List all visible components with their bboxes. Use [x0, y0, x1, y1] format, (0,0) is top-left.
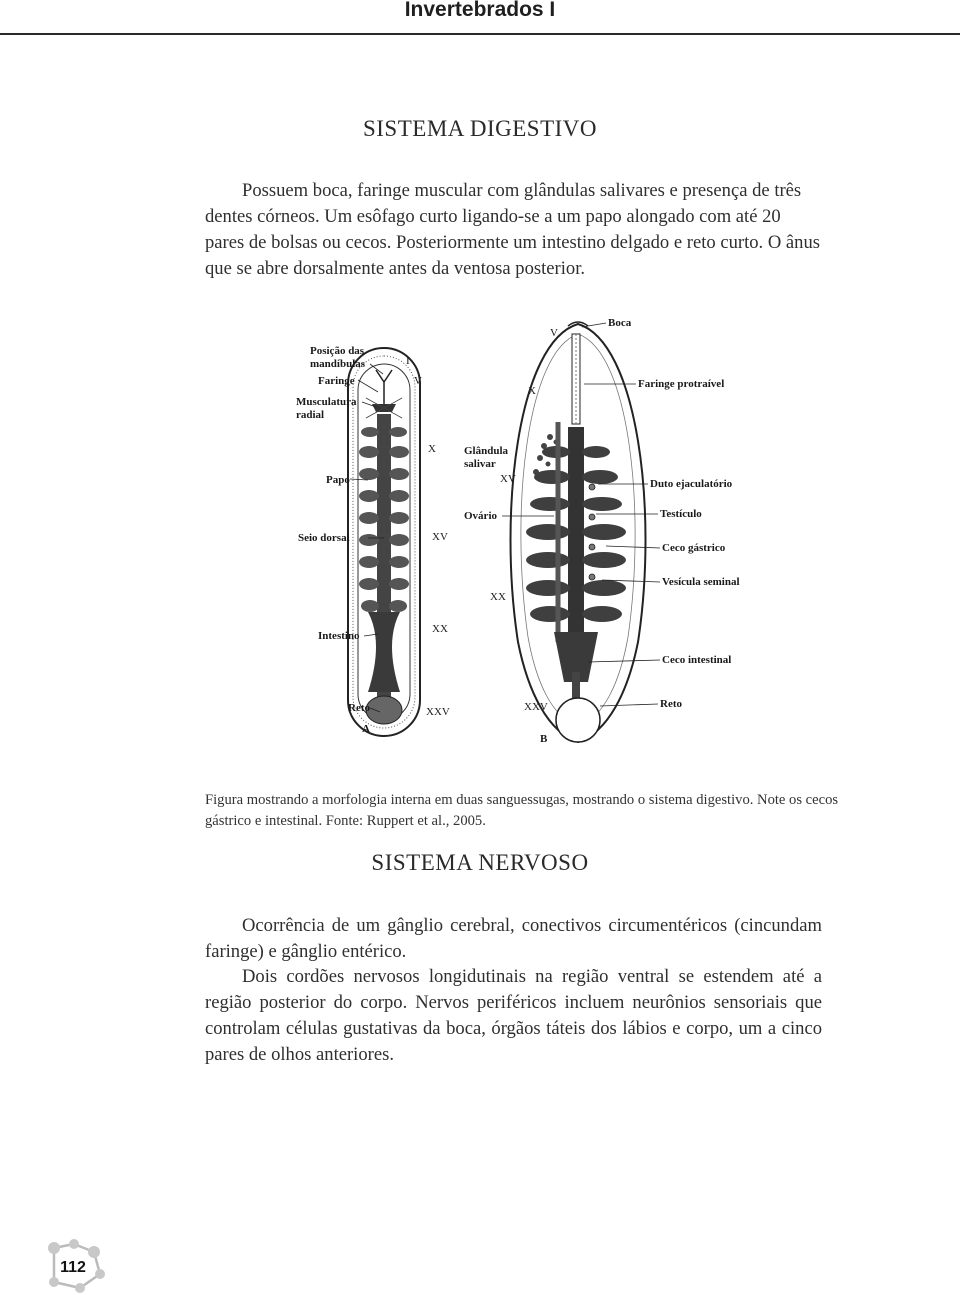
leech-anatomy-figure	[288, 312, 748, 752]
label-faringe-b: Faringe protraível	[638, 378, 725, 390]
roman-b-x: X	[528, 385, 536, 397]
leech-diagram	[288, 312, 748, 752]
figure-caption: Figura mostrando a morfologia interna em duas sanguessugas, mostrando o sistema digestivo. Note os cecos gástrico e intestinal. Fonte: Ruppert et al., 2005.	[205, 792, 839, 829]
roman-a-i: I	[406, 355, 410, 367]
label-faringe-a: Faringe	[318, 375, 355, 387]
header-title: Invertebrados I	[404, 0, 556, 21]
label-letter-b: B	[540, 733, 548, 745]
paragraph-nervoso-1: Ocorrência de um gânglio cerebral, conectivos circumentéricos (cincundam faringe) e gânglio entérico.	[205, 915, 822, 962]
label-radial: radial	[296, 409, 325, 421]
header-rule	[0, 33, 960, 35]
roman-a-xxv: XXV	[426, 706, 450, 718]
paragraph-nervoso-2: Dois cordões nervosos longidutinais na região ventral se estendem até a região posterior do corpo. Nervos periféricos incluem neurônios sensoriais que controlam células gustativas da boca, órgãos táteis dos lábios e corpo, um a cinco pares de olhos anteriores.	[205, 966, 822, 1065]
paragraph-digestivo: Possuem boca, faringe muscular com glândulas salivares e presença de três dentes córneos. Um esôfago curto ligando-se a um papo alongado com até 20 pares de bolsas ou cecos. Posteriormente um intestino delgado e reto curto. O ânus que se abre dorsalmente antes da ventosa posterior.	[205, 180, 820, 279]
page-number: 112	[60, 1259, 86, 1276]
label-ceco-gastrico: Ceco gástrico	[662, 542, 726, 554]
label-ceco-intestinal: Ceco intestinal	[662, 654, 732, 666]
label-papo: Papo	[326, 474, 350, 486]
roman-b-v: V	[550, 327, 558, 339]
label-reto-b: Reto	[660, 698, 682, 710]
section-title-nervoso: SISTEMA NERVOSO	[371, 850, 589, 875]
label-posicao: Posição das	[310, 345, 365, 357]
label-letter-a: A	[362, 723, 370, 735]
label-musculatura: Musculatura	[296, 396, 357, 408]
leech-a-body	[348, 348, 420, 736]
label-intestino: Intestino	[318, 630, 360, 642]
label-glandula: Glândula	[464, 445, 509, 457]
label-vesicula: Vesícula seminal	[662, 576, 740, 588]
roman-a-x: X	[428, 443, 436, 455]
label-duto: Duto ejaculatório	[650, 478, 733, 490]
label-boca: Boca	[608, 317, 632, 329]
roman-a-v: V	[414, 375, 422, 387]
roman-b-xv: XV	[500, 473, 516, 485]
label-ovario: Ovário	[464, 510, 497, 522]
label-seio-dorsal: Seio dorsal	[298, 532, 350, 544]
roman-b-xxv: XXV	[524, 701, 548, 713]
section-title-digestivo: SISTEMA DIGESTIVO	[362, 116, 598, 141]
roman-b-xx: XX	[490, 591, 506, 603]
label-reto-a: Reto	[348, 702, 370, 714]
roman-a-xx: XX	[432, 623, 448, 635]
label-testiculo: Testículo	[660, 508, 702, 520]
label-mandibulas: mandíbulas	[310, 358, 366, 370]
label-salivar: salivar	[464, 458, 496, 470]
roman-a-xv: XV	[432, 531, 448, 543]
